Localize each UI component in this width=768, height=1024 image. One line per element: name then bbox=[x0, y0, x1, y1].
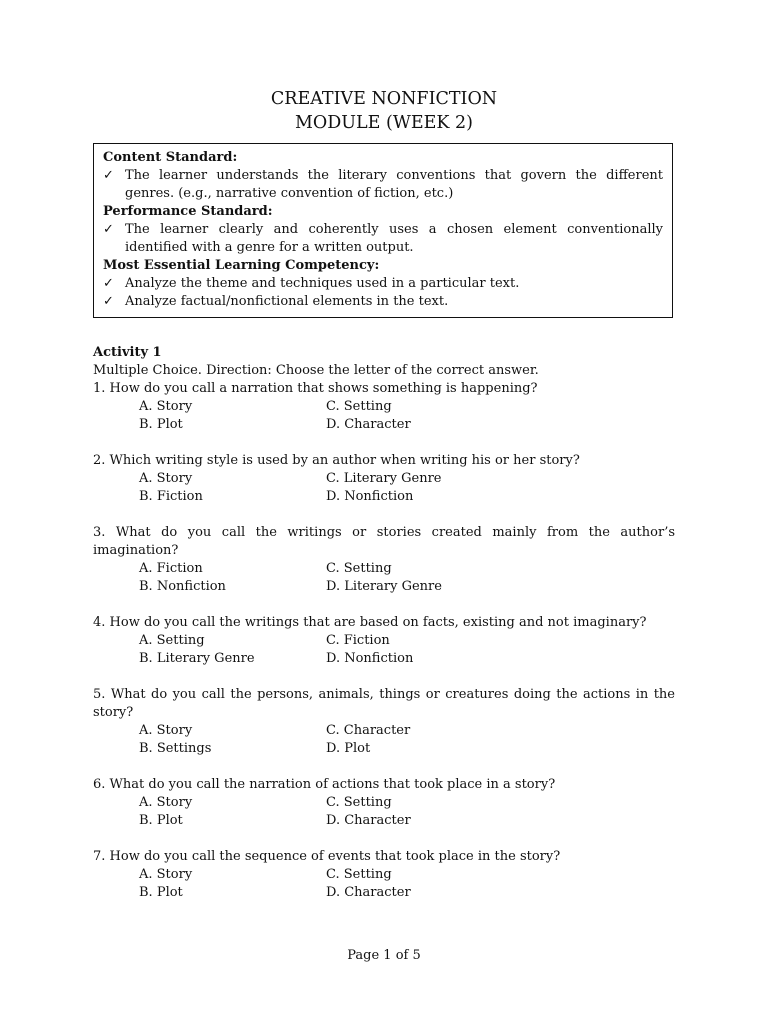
answer-option: A. Story bbox=[139, 471, 193, 486]
answer-options bbox=[139, 866, 675, 902]
answer-options bbox=[139, 398, 675, 434]
activity-direction: Multiple Choice. Direction: Choose the letter of the correct answer. bbox=[93, 363, 539, 378]
question bbox=[93, 776, 675, 830]
answer-option: D. Literary Genre bbox=[326, 579, 442, 594]
content-standard-text: The learner understands the literary conventions that govern the different genres. (e.g., narrative convention of fiction, etc.) bbox=[125, 168, 663, 201]
answer-option: D. Nonfiction bbox=[326, 651, 414, 666]
answer-option: D. Character bbox=[326, 417, 411, 432]
answer-option: A. Story bbox=[139, 723, 193, 738]
question bbox=[93, 848, 675, 902]
question-text: 6. What do you call the narration of actions that took place in a story? bbox=[93, 777, 556, 792]
checkmark-icon: ✓ bbox=[103, 276, 114, 291]
answer-option: A. Story bbox=[139, 399, 193, 414]
question-text: 7. How do you call the sequence of events that took place in the story? bbox=[93, 849, 561, 864]
question-text: 4. How do you call the writings that are based on facts, existing and not imaginary? bbox=[93, 615, 647, 630]
answer-option: A. Fiction bbox=[139, 561, 203, 576]
competency-text: Analyze the theme and techniques used in a particular text. bbox=[125, 276, 520, 291]
competency-item bbox=[103, 275, 663, 293]
question-text: 2. Which writing style is used by an author when writing his or her story? bbox=[93, 453, 580, 468]
answer-option: B. Literary Genre bbox=[139, 651, 255, 666]
answer-option: A. Setting bbox=[139, 633, 205, 648]
question bbox=[93, 380, 675, 434]
competency-heading: Most Essential Learning Competency: bbox=[103, 258, 380, 273]
answer-option: C. Setting bbox=[326, 561, 392, 576]
question bbox=[93, 452, 675, 506]
content-standard-heading: Content Standard: bbox=[103, 150, 238, 165]
competency-item bbox=[103, 293, 663, 311]
page-number: Page 1 of 5 bbox=[347, 948, 421, 963]
competency-text: Analyze factual/nonfictional elements in the text. bbox=[125, 294, 449, 309]
answer-option: D. Plot bbox=[326, 741, 371, 756]
question bbox=[93, 686, 675, 758]
performance-standard-heading: Performance Standard: bbox=[103, 204, 273, 219]
performance-standard-item bbox=[103, 221, 663, 257]
answer-option: D. Character bbox=[326, 813, 411, 828]
question-text: 3. What do you call the writings or stories created mainly from the author’s imagination? bbox=[93, 525, 675, 558]
answer-option: C. Literary Genre bbox=[326, 471, 442, 486]
answer-option: C. Setting bbox=[326, 867, 392, 882]
answer-option: D. Nonfiction bbox=[326, 489, 414, 504]
title-line-2: MODULE (WEEK 2) bbox=[295, 113, 473, 133]
answer-option: B. Plot bbox=[139, 813, 183, 828]
answer-options bbox=[139, 632, 675, 668]
answer-option: C. Setting bbox=[326, 795, 392, 810]
checkmark-icon: ✓ bbox=[103, 294, 114, 309]
answer-option: D. Character bbox=[326, 885, 411, 900]
standards-box bbox=[93, 143, 673, 318]
performance-standard-text: The learner clearly and coherently uses a chosen element conventionally identified with a genre for a written output. bbox=[125, 222, 663, 255]
activity-section bbox=[93, 344, 675, 902]
document-page bbox=[93, 87, 675, 920]
question bbox=[93, 614, 675, 668]
answer-options bbox=[139, 794, 675, 830]
answer-option: C. Character bbox=[326, 723, 411, 738]
answer-option: B. Nonfiction bbox=[139, 579, 226, 594]
title-line-1: CREATIVE NONFICTION bbox=[270, 89, 498, 109]
answer-options bbox=[139, 470, 675, 506]
document-title bbox=[93, 87, 675, 135]
answer-option: C. Setting bbox=[326, 399, 392, 414]
answer-option: B. Settings bbox=[139, 741, 212, 756]
answer-options bbox=[139, 722, 675, 758]
checkmark-icon: ✓ bbox=[103, 168, 114, 183]
answer-option: B. Plot bbox=[139, 417, 183, 432]
activity-heading: Activity 1 bbox=[93, 345, 162, 360]
content-standard-item bbox=[103, 167, 663, 203]
answer-option: A. Story bbox=[139, 867, 193, 882]
question-text: 1. How do you call a narration that shows something is happening? bbox=[93, 381, 538, 396]
answer-option: A. Story bbox=[139, 795, 193, 810]
answer-options bbox=[139, 560, 675, 596]
answer-option: C. Fiction bbox=[326, 633, 390, 648]
answer-option: B. Fiction bbox=[139, 489, 203, 504]
answer-option: B. Plot bbox=[139, 885, 183, 900]
question-text: 5. What do you call the persons, animals, things or creatures doing the actions in the story? bbox=[93, 687, 675, 720]
checkmark-icon: ✓ bbox=[103, 222, 114, 237]
question bbox=[93, 524, 675, 596]
